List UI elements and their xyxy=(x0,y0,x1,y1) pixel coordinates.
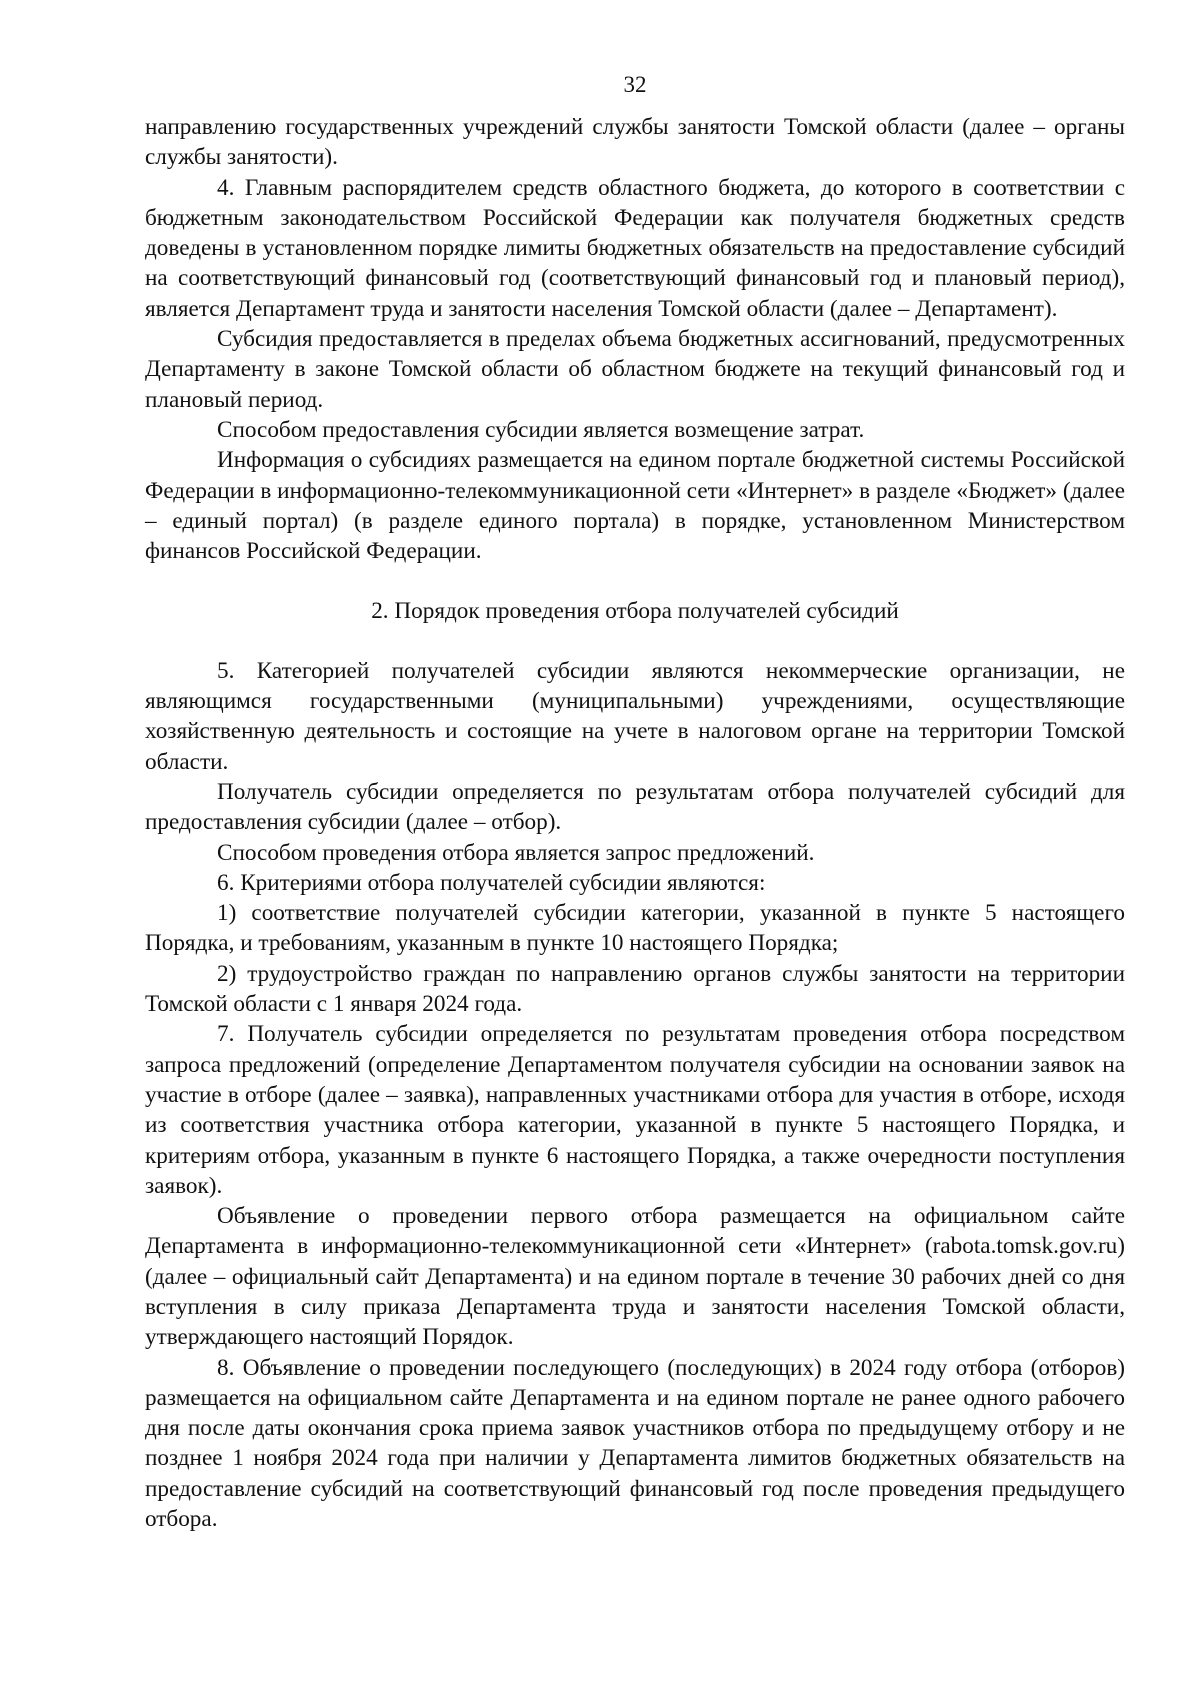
paragraph: Способом предоставления субсидии является возмещение затрат. xyxy=(217,416,865,443)
paragraph: 4. Главным распорядителем средств областного бюджета, до которого в соответствии с бюджетным законодательством Российской Федерации как получателя бюджетных средств доведены в установленном порядке лимиты бюджетных обязательств на предоставление субсидий на соответствующий финансовый год (соответствующий финансовый год и плановый период), является Департамент труда и занятости населения Томской области (далее – Департамент). xyxy=(145,174,1125,322)
page-number: 32 xyxy=(623,72,647,97)
text-block-before-heading xyxy=(145,112,1125,566)
paragraph: 8. Объявление о проведении последующего (последующих) в 2024 году отбора (отборов) размещается на официальном сайте Департамента и на едином портале не ранее одного рабочего дня после даты окончания срока приема заявок участников отбора по предыдущему отбору и не позднее 1 ноября 2024 года при наличии у Департамента лимитов бюджетных обязательств на предоставление субсидий на соответствующий финансовый год после проведения предыдущего отбора. xyxy=(145,1354,1125,1533)
paragraph: 1) соответствие получателей субсидии категории, указанной в пункте 5 настоящего Порядка, и требованиям, указанным в пункте 10 настоящего Порядка; xyxy=(145,900,1125,957)
paragraph: направлению государственных учреждений службы занятости Томской области (далее – органы службы занятости). xyxy=(145,114,1125,171)
paragraph: 2) трудоустройство граждан по направлению органов службы занятости на территории Томской области с 1 января 2024 года. xyxy=(145,960,1125,1018)
paragraph: Информация о субсидиях размещается на едином портале бюджетной системы Российской Федерации в информационно-телекоммуникационной сети «Интернет» в разделе «Бюджет» (далее – единый портал) (в разделе единого портала) в порядке, установленном Министерством финансов Российской Федерации. xyxy=(145,447,1125,565)
paragraph: Получатель субсидии определяется по результатам отбора получателей субсидий для предоставления субсидии (далее – отбор). xyxy=(145,778,1125,836)
paragraph: Субсидия предоставляется в пределах объема бюджетных ассигнований, предусмотренных Департаменту в законе Томской области об областном бюджете на текущий финансовый год и плановый период. xyxy=(145,326,1125,413)
section-heading: 2. Порядок проведения отбора получателей субсидий xyxy=(371,598,899,625)
paragraph: Объявление о проведении первого отбора размещается на официальном сайте Департамента в информационно-телекоммуникационной сети «Интернет» (rabota.tomsk.gov.ru) (далее – официальный сайт Департамента) и на едином портале в течение 30 рабочих дней со дня вступления в силу приказа Департамента труда и занятости населения Томской области, утверждающего настоящий Порядок. xyxy=(145,1203,1125,1351)
paragraph: Способом проведения отбора является запрос предложений. xyxy=(217,839,815,866)
text-block-after-heading xyxy=(145,656,1125,1535)
paragraph: 5. Категорией получателей субсидии являются некоммерческие организации, не являющимся государственными (муниципальными) учреждениями, осуществляющие хозяйственную деятельность и состоящие на учете в налоговом органе на территории Томской области. xyxy=(145,657,1125,775)
document-page xyxy=(145,70,1125,1670)
paragraph: 7. Получатель субсидии определяется по результатам проведения отбора посредством запроса предложений (определение Департаментом получателя субсидии на основании заявок на участие в отборе (далее – заявка), направленных участниками отбора для участия в отборе, исходя из соответствия участника отбора категории, указанной в пункте 5 настоящего Порядка, и критериям отбора, указанным в пункте 6 настоящего Порядка, а также очередности поступления заявок). xyxy=(145,1021,1125,1199)
paragraph: 6. Критериями отбора получателей субсидии являются: xyxy=(217,869,766,896)
